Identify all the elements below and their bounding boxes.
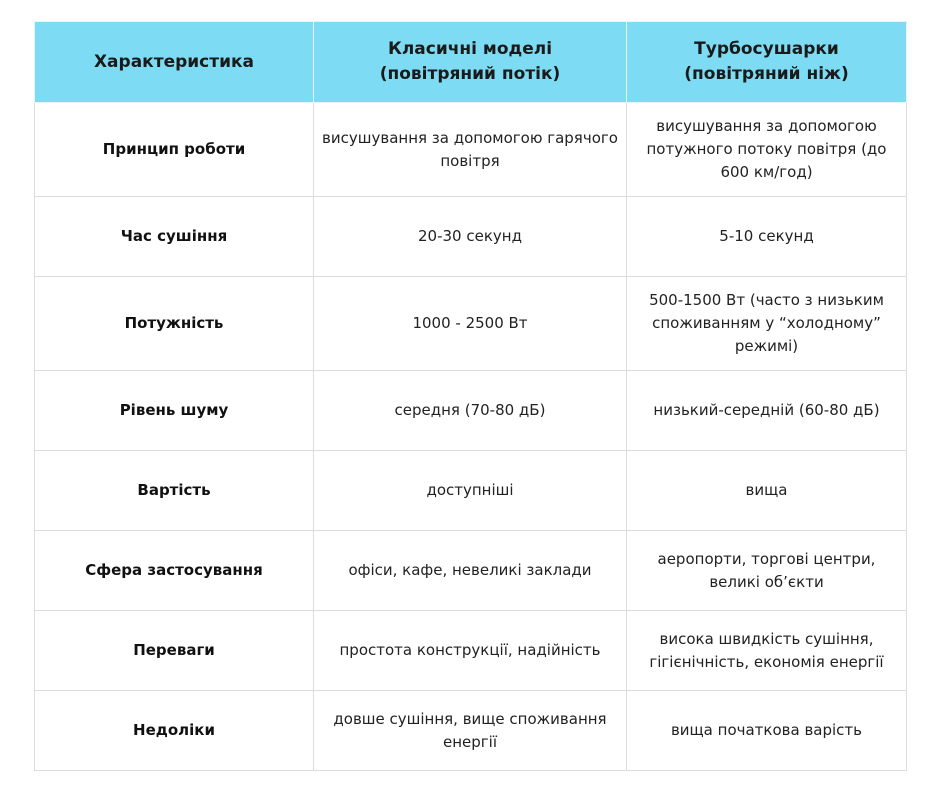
header-turbo-title: Турбосушарки	[694, 39, 839, 59]
classic-cell: доступніші	[314, 451, 627, 531]
classic-cell: довше сушіння, вище споживання енергії	[314, 691, 627, 771]
classic-cell: 20-30 секунд	[314, 197, 627, 277]
feature-cell: Принцип роботи	[35, 103, 314, 197]
classic-cell: 1000 - 2500 Вт	[314, 277, 627, 371]
feature-cell: Недоліки	[35, 691, 314, 771]
classic-cell: офіси, кафе, невеликі заклади	[314, 531, 627, 611]
feature-cell: Переваги	[35, 611, 314, 691]
feature-cell: Рівень шуму	[35, 371, 314, 451]
header-classic-title: Класичні моделі	[387, 39, 553, 59]
turbo-cell: вища	[627, 451, 907, 531]
table-row	[35, 371, 907, 451]
table-row	[35, 277, 907, 371]
header-characteristic-label: Характеристика	[93, 51, 255, 72]
turbo-cell: аеропорти, торгові центри, великі об’єкти	[627, 531, 907, 611]
turbo-cell: вища початкова варість	[627, 691, 907, 771]
header-row	[35, 22, 907, 103]
header-characteristic	[35, 22, 314, 103]
feature-cell: Вартість	[35, 451, 314, 531]
turbo-cell: 5-10 секунд	[627, 197, 907, 277]
classic-cell: середня (70-80 дБ)	[314, 371, 627, 451]
header-turbo-dryers	[627, 22, 907, 103]
feature-cell: Потужність	[35, 277, 314, 371]
table-row	[35, 611, 907, 691]
classic-cell: висушування за допомогою гарячого повітря	[314, 103, 627, 197]
comparison-table	[34, 21, 907, 771]
header-classic-models	[314, 22, 627, 103]
table-header	[35, 22, 907, 103]
feature-cell: Час сушіння	[35, 197, 314, 277]
table-row	[35, 691, 907, 771]
table-body	[35, 103, 907, 771]
turbo-cell: низький-середній (60-80 дБ)	[627, 371, 907, 451]
table-row	[35, 531, 907, 611]
table-row	[35, 103, 907, 197]
table-row	[35, 451, 907, 531]
header-classic-subtitle: (повітряний потік)	[379, 64, 561, 84]
classic-cell: простота конструкції, надійність	[314, 611, 627, 691]
feature-cell: Сфера застосування	[35, 531, 314, 611]
turbo-cell: висушування за допомогою потужного потоку повітря (до 600 км/год)	[627, 103, 907, 197]
turbo-cell: висока швидкість сушіння, гігієнічність, економія енергії	[627, 611, 907, 691]
table-row	[35, 197, 907, 277]
header-turbo-subtitle: (повітряний ніж)	[684, 64, 849, 84]
turbo-cell: 500-1500 Вт (часто з низьким споживанням у “холодному” режимі)	[627, 277, 907, 371]
